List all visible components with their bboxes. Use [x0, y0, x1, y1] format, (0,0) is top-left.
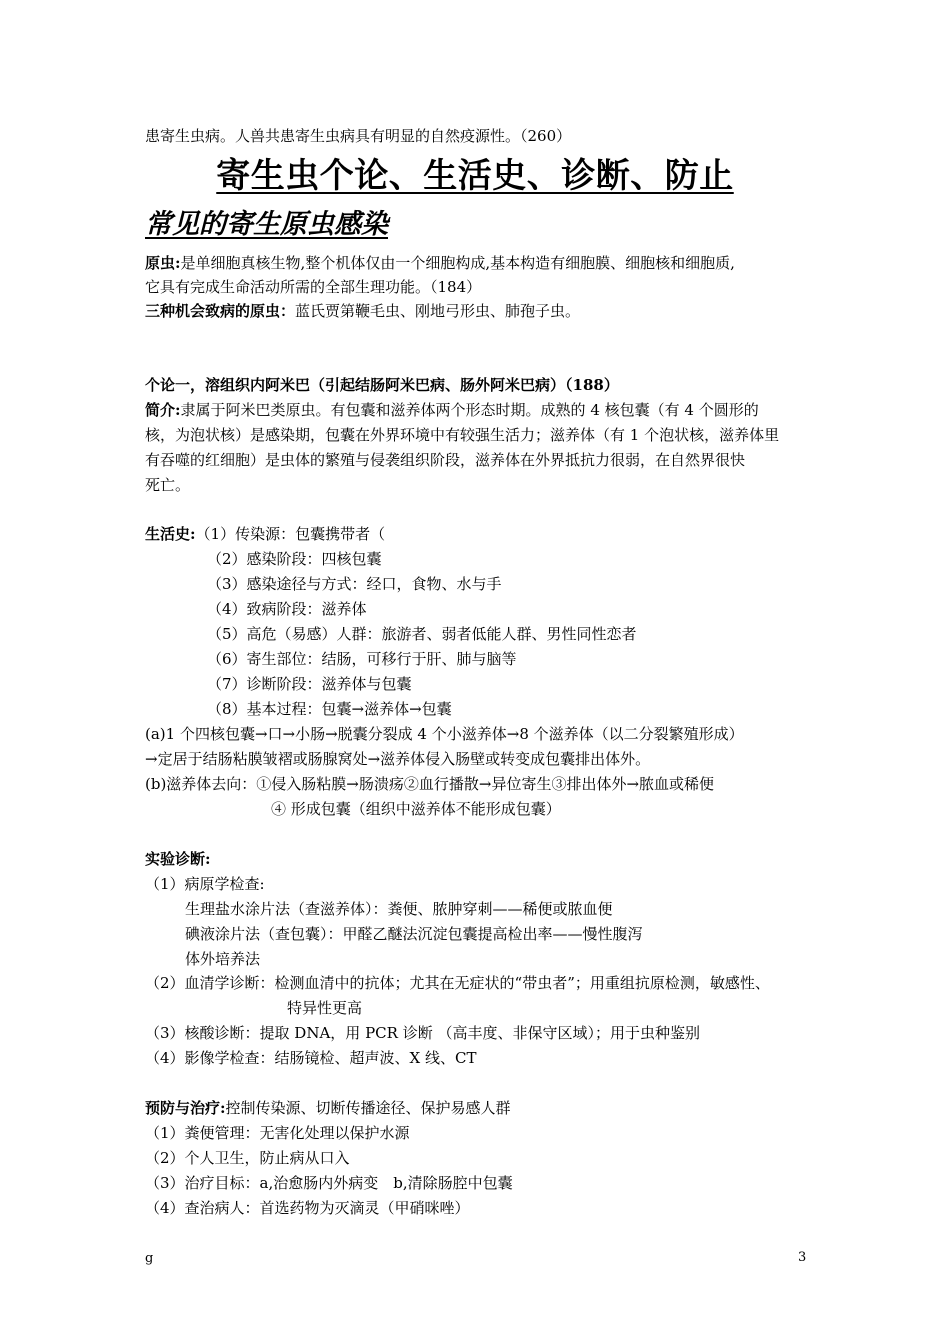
opportunistic-protozoa [145, 299, 580, 323]
life-cycle-item-1: （1）传染源：包囊携带者（ [195, 525, 386, 543]
intro-text-3: 有吞噬的红细胞）是虫体的繁殖与侵袭组织阶段，滋养体在外界抵抗力很弱，在自然界很快 [145, 451, 746, 469]
opportunistic-label: 三种机会致病的原虫： [145, 302, 296, 320]
intro-text-4: 死亡。 [145, 476, 191, 494]
life-cycle-item-3: （3）感染途径与方式：经口，食物、水与手 [207, 575, 502, 593]
prevention-item-2: （2）个人卫生，防止病从口入 [145, 1149, 350, 1167]
prevention-item-3: （3）治疗目标：a,治愈肠内外病变 b,清除肠腔中包囊 [145, 1174, 513, 1192]
intro-paragraph-1 [145, 398, 759, 422]
protozoa-definition [145, 251, 735, 275]
process-a-1: (a)1 个四核包囊→口→小肠→脱囊分裂成 4 个小滋养体→8 个滋养体（以二分裂繁殖形成） [145, 725, 744, 743]
process-b-1: (b)滋养体去向：①侵入肠粘膜→肠溃疡②血行播散→异位寄生③排出体外→脓血或稀便 [145, 775, 715, 793]
protozoa-label: 原虫: [145, 254, 181, 272]
diagnosis-item-5: （2）血清学诊断：检测血清中的抗体；尤其在无症状的“带虫者”；用重组抗原检测，敏感性、 [145, 974, 770, 992]
diagnosis-item-1: （1）病原学检查: [145, 875, 265, 893]
page-title-text: 寄生虫个论、生活史、诊断、防止 [216, 156, 734, 196]
prevention-item-4: （4）查治病人：首选药物为灭滴灵（甲硝咪唑） [145, 1199, 470, 1217]
life-cycle-item-4: （4）致病阶段：滋养体 [207, 600, 367, 618]
process-a-2: →定居于结肠粘膜皱褶或肠腺窝处→滋养体侵入肠壁或转变成包囊排出体外。 [145, 750, 651, 768]
footer-left: g [145, 1251, 154, 1266]
opportunistic-text: 蓝氏贾第鞭毛虫、刚地弓形虫、肺孢子虫。 [295, 302, 581, 320]
intro-line: 患寄生虫病。人兽共患寄生虫病具有明显的自然疫源性。（260） [145, 127, 572, 145]
life-cycle-label: 生活史: [145, 525, 196, 543]
protozoa-text-2: 它具有完成生命活动所需的全部生理功能。（184） [145, 278, 482, 296]
page-number: 3 [798, 1250, 807, 1265]
life-cycle-item-5: （5）高危（易感）人群：旅游者、弱者低能人群、男性同性恋者 [207, 625, 637, 643]
diagnosis-item-2: 生理盐水涂片法（查滋养体）：粪便、脓肿穿刺——稀便或脓血便 [185, 900, 613, 918]
life-cycle-item [145, 522, 385, 546]
section-subtitle [145, 205, 388, 245]
prevention-label: 预防与治疗: [145, 1099, 226, 1117]
diagnosis-item-7: （3）核酸诊断：提取 DNA，用 PCR 诊断 （高丰度、非保守区域）；用于虫种鉴别 [145, 1024, 700, 1042]
diagnosis-item-4: 体外培养法 [185, 950, 261, 968]
intro-text-1: 隶属于阿米巴类原虫。有包囊和滋养体两个形态时期。成熟的 4 核包囊（有 4 个圆形的 [180, 401, 759, 419]
section-subtitle-text: 常见的寄生原虫感染 [145, 209, 388, 240]
diagnosis-item-6: 特异性更高 [287, 999, 363, 1017]
prevention-item-1: （1）粪便管理：无害化处理以保护水源 [145, 1124, 410, 1142]
section1-heading: 个论一，溶组织内阿米巴（引起结肠阿米巴病、肠外阿米巴病）（188） [145, 376, 619, 394]
intro-label: 简介: [145, 401, 181, 419]
prevention-text: 控制传染源、切断传播途径、保护易感人群 [225, 1099, 511, 1117]
intro-text-2: 核，为泡状核）是感染期，包囊在外界环境中有较强生活力；滋养体（有 1 个泡状核，滋养体里 [145, 426, 780, 444]
life-cycle-item-2: （2）感染阶段：四核包囊 [207, 550, 382, 568]
life-cycle-item-8: （8）基本过程：包囊→滋养体→包囊 [207, 700, 452, 718]
page-title [0, 150, 950, 202]
diagnosis-label: 实验诊断: [145, 850, 211, 868]
diagnosis-item-3: 碘液涂片法（查包囊）：甲醛乙醚法沉淀包囊提高检出率——慢性腹泻 [185, 925, 643, 943]
process-b-2: ④ 形成包囊（组织中滋养体不能形成包囊） [271, 800, 561, 818]
life-cycle-item-7: （7）诊断阶段：滋养体与包囊 [207, 675, 412, 693]
prevention-summary [145, 1096, 511, 1120]
protozoa-text-1: 是单细胞真核生物,整个机体仅由一个细胞构成,基本构造有细胞膜、细胞核和细胞质, [180, 254, 735, 272]
life-cycle-item-6: （6）寄生部位：结肠，可移行于肝、肺与脑等 [207, 650, 517, 668]
diagnosis-item-8: （4）影像学检查：结肠镜检、超声波、X 线、CT [145, 1049, 477, 1067]
